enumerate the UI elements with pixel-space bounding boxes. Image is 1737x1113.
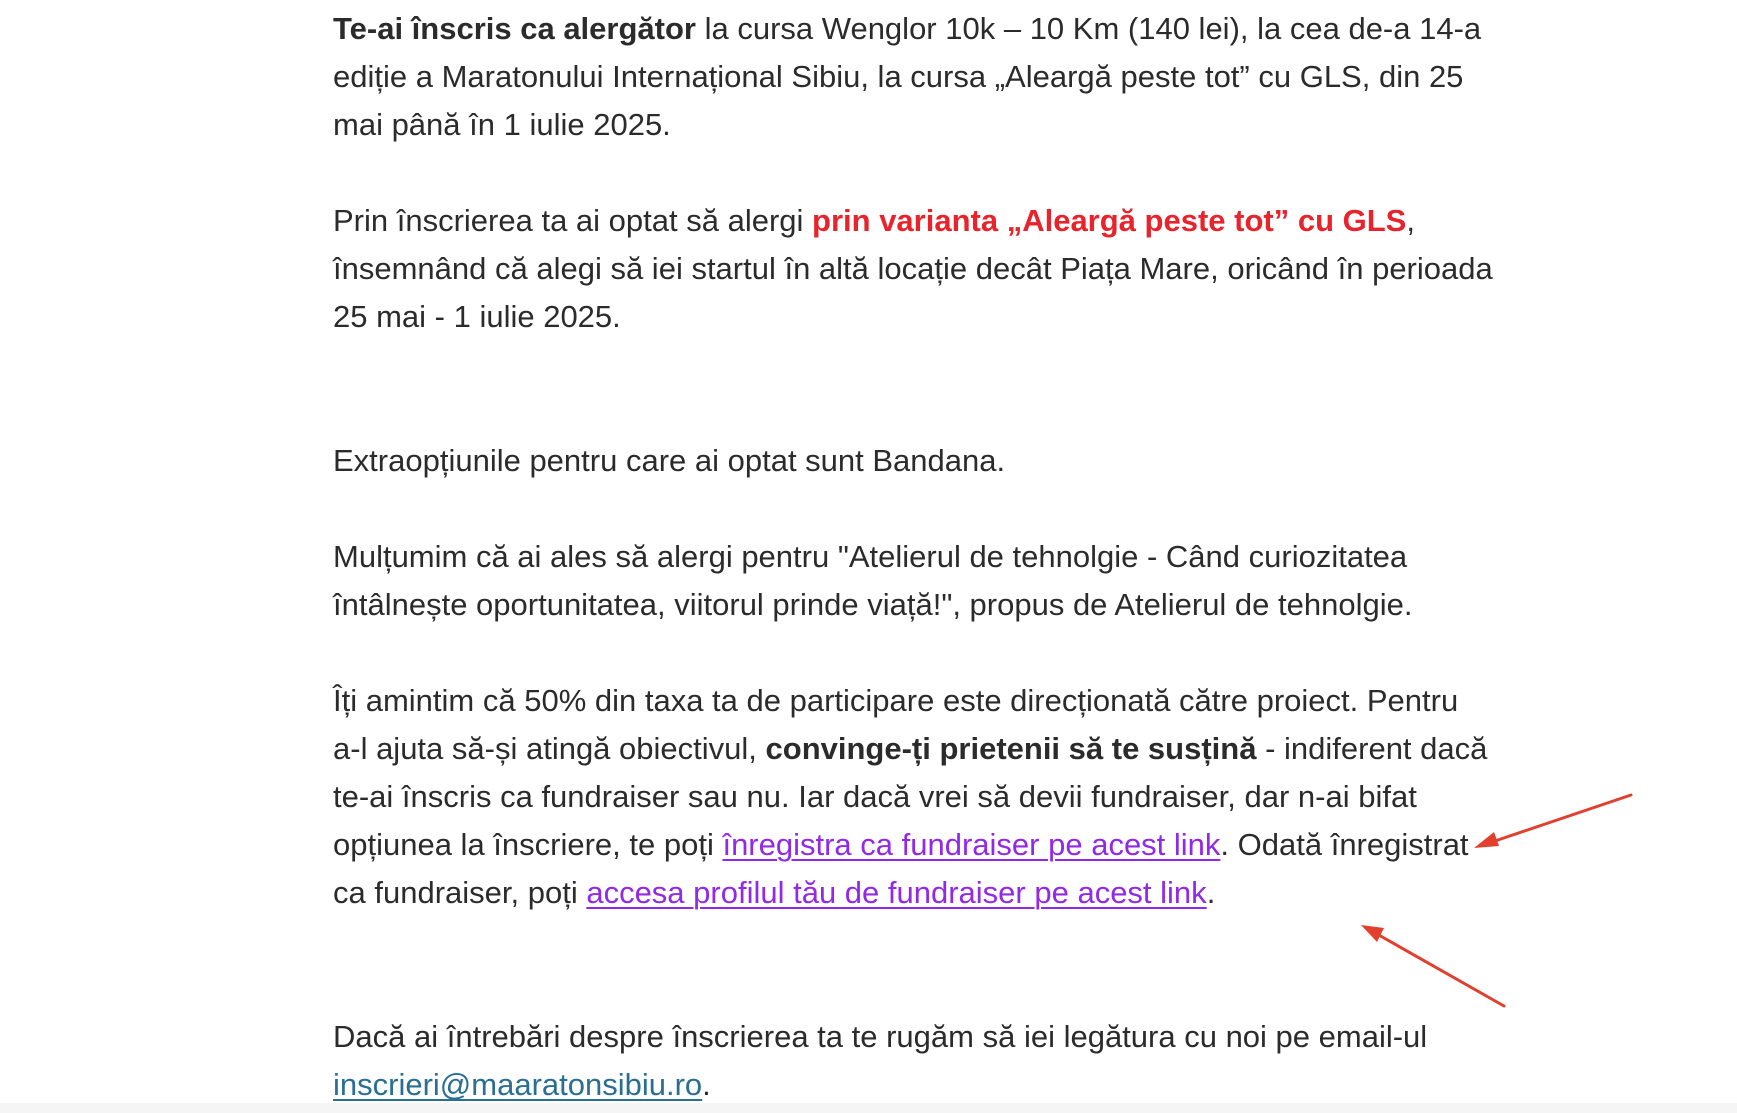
fundraiser-end: .: [1206, 875, 1216, 910]
register-fundraiser-link[interactable]: înregistra ca fundraiser pe acest link: [722, 827, 1221, 862]
contact-end: .: [702, 1067, 711, 1102]
thanks-paragraph: Mulțumim că ai ales să alergi pentru "Atelierul de tehnolgie - Când curiozitatea întâlnește oportunitatea, viitorul prinde viață!", propus de Atelierul de tehnolgie.: [333, 539, 1413, 622]
variant-paragraph: [333, 197, 1493, 341]
registration-bold-lead: Te-ai înscris ca alergător: [333, 11, 696, 46]
arrow-annotation-icon: [1474, 795, 1631, 848]
contact-email-link[interactable]: inscrieri@maaratonsibiu.ro: [333, 1067, 703, 1102]
fundraiser-paragraph: [333, 677, 1493, 917]
registration-paragraph: [333, 5, 1493, 149]
fundraiser-mid: - indiferent dacă te-ai înscris ca fundraiser sau nu. Iar dacă vrei să devii fundraiser, dar n-ai bifat opțiunea la înscriere, te poți: [333, 731, 1488, 862]
fundraiser-lead: Îți amintim că 50% din taxa ta de participare este direcționată către proiect. Pentru a-l ajuta să-și atingă obiectivul,: [333, 683, 1459, 766]
variant-tail: , însemnând că alegi să iei startul în altă locație decât Piața Mare, oricând în perioada 25 mai - 1 iulie 2025.: [333, 203, 1493, 334]
registration-text: la cursa Wenglor 10k – 10 Km (140 lei), la cea de-a 14-a ediție a Maratonului Internațional Sibiu, la cursa „Aleargă peste tot” cu GLS, din 25 mai până în 1 iulie 2025.: [333, 11, 1482, 142]
extras-paragraph: Extraopțiunile pentru care ai optat sunt Bandana.: [333, 443, 1006, 478]
bottom-edge: [0, 1103, 1737, 1113]
variant-lead: Prin înscrierea ta ai optat să alergi: [333, 203, 813, 238]
variant-highlight: prin varianta „Aleargă peste tot” cu GLS: [812, 203, 1407, 238]
fundraiser-profile-link[interactable]: accesa profilul tău de fundraiser pe acest link: [586, 875, 1207, 910]
fundraiser-mid2: . Odată înregistrat ca fundraiser, poți: [333, 827, 1469, 910]
fundraiser-bold: convinge-ți prietenii să te susțină: [765, 731, 1257, 766]
contact-lead: Dacă ai întrebări despre înscrierea ta te rugăm să iei legătura cu noi pe email-ul: [333, 1019, 1428, 1054]
contact-paragraph: [333, 1013, 1493, 1109]
arrow-annotation-icon: [1361, 925, 1504, 1006]
